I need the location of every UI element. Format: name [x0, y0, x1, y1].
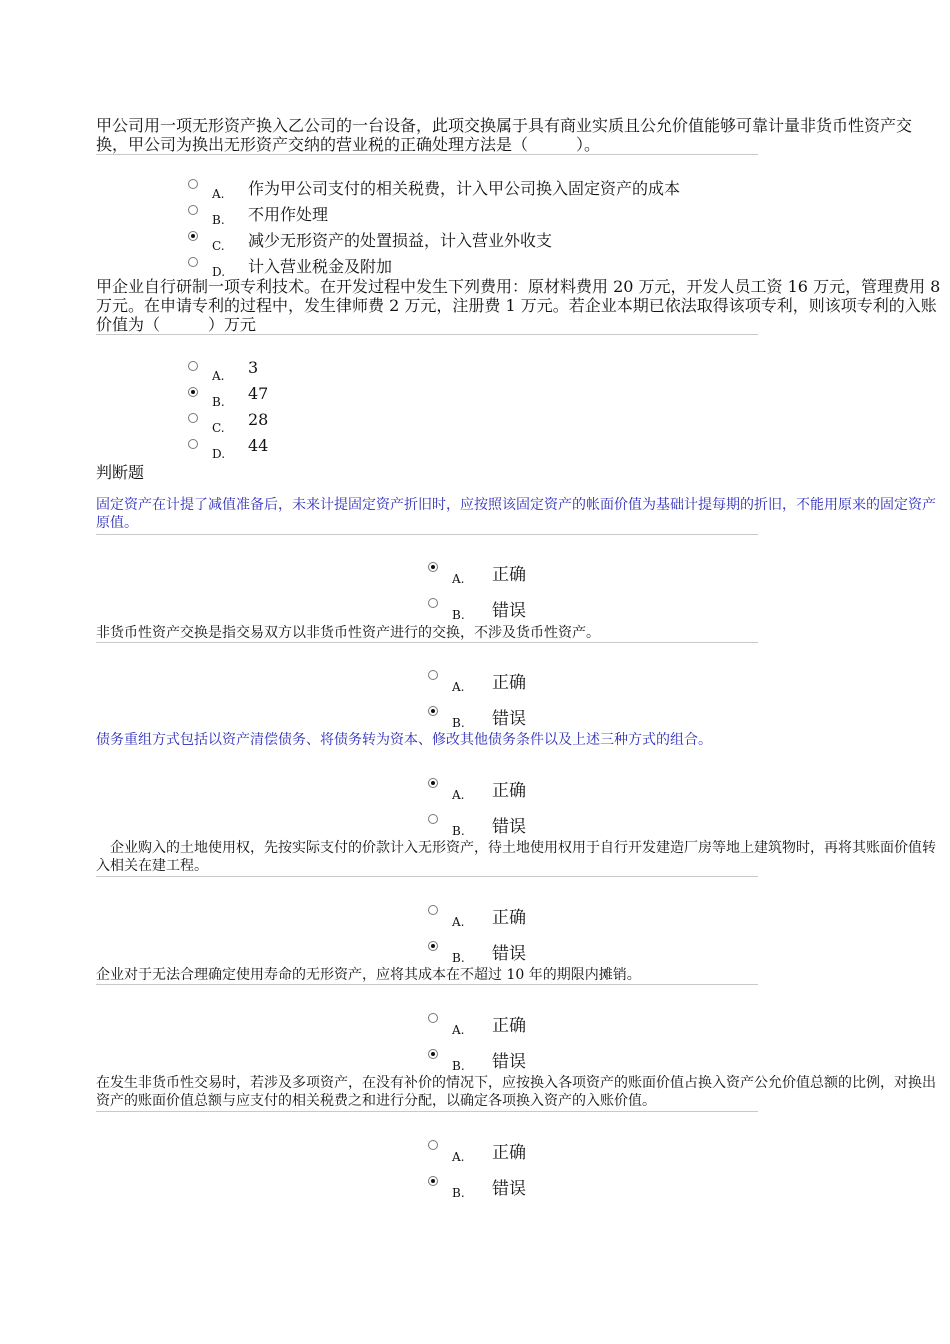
radio-button-selected[interactable]: [428, 706, 438, 716]
radio-button[interactable]: [428, 670, 438, 680]
option-text: 28: [248, 410, 269, 429]
radio-button-selected[interactable]: [428, 562, 438, 572]
divider: [96, 534, 758, 535]
divider: [96, 642, 758, 643]
section-heading: 判断题: [96, 463, 145, 482]
option-letter: C.: [212, 421, 225, 435]
option-letter: D.: [212, 447, 226, 461]
radio-button-selected[interactable]: [428, 941, 438, 951]
radio-button-selected[interactable]: [188, 231, 198, 241]
option-text: 减少无形资产的处置损益，计入营业外收支: [248, 231, 553, 250]
option-text: 47: [248, 384, 269, 403]
radio-button[interactable]: [188, 413, 198, 423]
tf-question-3-text: 债务重组方式包括以资产清偿债务、将债务转为资本、修改其他债务条件以及上述三种方式的组合。: [96, 732, 712, 748]
option-text: 正确: [492, 1016, 526, 1036]
radio-button[interactable]: [428, 1140, 438, 1150]
option-letter: A.: [452, 572, 465, 586]
option-text: 44: [248, 436, 269, 455]
option-text: 作为甲公司支付的相关税费，计入甲公司换入固定资产的成本: [248, 179, 681, 198]
divider: [96, 876, 758, 877]
option-letter: A.: [212, 369, 225, 383]
option-text: 不用作处理: [248, 205, 329, 224]
radio-button[interactable]: [188, 257, 198, 267]
option-text: 错误: [492, 944, 526, 964]
option-letter: A.: [452, 1023, 465, 1037]
option-text: 错误: [492, 709, 526, 729]
radio-button[interactable]: [428, 814, 438, 824]
question-1-text: 甲公司用一项无形资产换入乙公司的一台设备，此项交换属于具有商业实质且公允价值能够可靠计量非货币性资产交换，甲公司为换出无形资产交纳的营业税的正确处理方法是（ ）。: [96, 116, 913, 154]
radio-button-selected[interactable]: [428, 1049, 438, 1059]
option-letter: B.: [452, 716, 465, 730]
option-letter: B.: [212, 213, 225, 227]
option-letter: A.: [452, 1150, 465, 1164]
radio-button[interactable]: [188, 361, 198, 371]
tf-question-4-text: 企业购入的土地使用权，先按实际支付的价款计入无形资产，待土地使用权用于自行开发建造厂房等地上建筑物时，再将其账面价值转入相关在建工程。: [96, 840, 936, 874]
option-text: 正确: [492, 781, 526, 801]
option-letter: A.: [452, 680, 465, 694]
option-text: 计入营业税金及附加: [248, 257, 393, 276]
option-text: 错误: [492, 1179, 526, 1199]
option-text: 正确: [492, 673, 526, 693]
radio-button[interactable]: [428, 598, 438, 608]
option-letter: C.: [212, 239, 225, 253]
option-letter: B.: [452, 1186, 465, 1200]
option-letter: B.: [452, 824, 465, 838]
radio-button[interactable]: [428, 905, 438, 915]
option-letter: A.: [212, 187, 225, 201]
option-text: 错误: [492, 601, 526, 621]
radio-button[interactable]: [428, 1013, 438, 1023]
option-text: 正确: [492, 908, 526, 928]
option-letter: A.: [452, 915, 465, 929]
tf-question-6-text: 在发生非货币性交易时，若涉及多项资产，在没有补价的情况下，应按换入各项资产的账面价值占换入资产公允价值总额的比例，对换出资产的账面价值总额与应支付的相关税费之和进行分配，以确定各项换入资产的入账价值。: [96, 1075, 936, 1109]
option-text: 正确: [492, 565, 526, 585]
radio-button[interactable]: [188, 179, 198, 189]
option-letter: A.: [452, 788, 465, 802]
option-letter: B.: [452, 951, 465, 965]
option-text: 正确: [492, 1143, 526, 1163]
option-letter: B.: [452, 1059, 465, 1073]
radio-button[interactable]: [188, 439, 198, 449]
option-text: 错误: [492, 817, 526, 837]
divider: [96, 1111, 758, 1112]
option-letter: D.: [212, 265, 226, 279]
option-letter: B.: [452, 608, 465, 622]
tf-question-5-text: 企业对于无法合理确定使用寿命的无形资产，应将其成本在不超过 10 年的期限内摊销。: [96, 967, 641, 983]
option-letter: B.: [212, 395, 225, 409]
divider: [96, 984, 758, 985]
radio-button-selected[interactable]: [188, 387, 198, 397]
radio-button-selected[interactable]: [428, 778, 438, 788]
radio-button-selected[interactable]: [428, 1176, 438, 1186]
option-text: 3: [248, 358, 259, 377]
question-2-text: 甲企业自行研制一项专利技术。在开发过程中发生下列费用：原材料费用 20 万元，开发人员工资 16 万元，管理费用 8 万元。在申请专利的过程中，发生律师费 2 万元，注册费 1 万元。若企业本期已依法取得该项专利，则该项专利的入账价值为（ ）万元: [96, 277, 941, 334]
radio-button[interactable]: [188, 205, 198, 215]
option-text: 错误: [492, 1052, 526, 1072]
divider: [96, 154, 758, 155]
tf-question-2-text: 非货币性资产交换是指交易双方以非货币性资产进行的交换，不涉及货币性资产。: [96, 625, 600, 641]
divider: [96, 334, 758, 335]
tf-question-1-text: 固定资产在计提了减值准备后，未来计提固定资产折旧时，应按照该固定资产的帐面价值为基础计提每期的折旧，不能用原来的固定资产原值。: [96, 497, 936, 531]
